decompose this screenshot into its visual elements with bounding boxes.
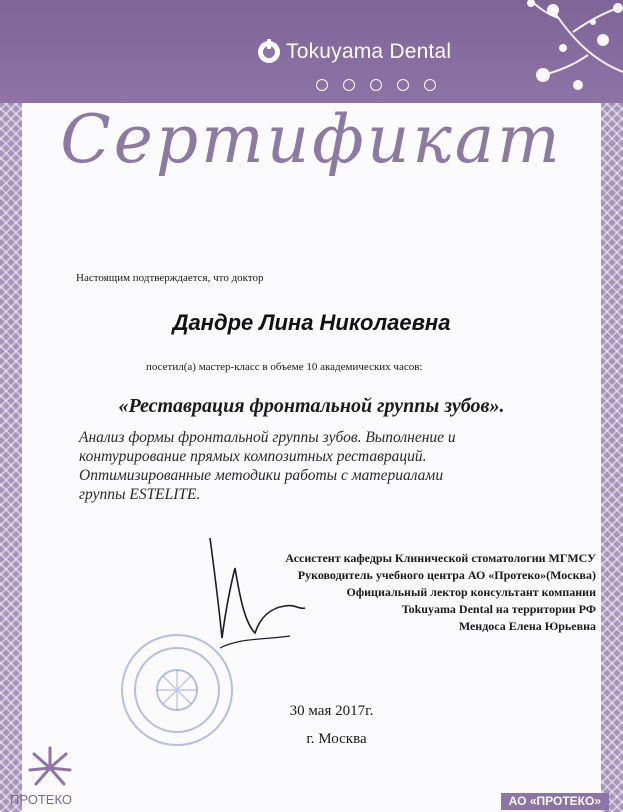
course-description	[79, 428, 549, 504]
signatory-block	[285, 550, 596, 635]
signatory-line: Официальный лектор консультант компании	[346, 585, 596, 599]
header-banner	[0, 0, 623, 103]
description-line: Анализ формы фронтальной группы зубов. Выполнение и	[79, 429, 456, 446]
description-line: Оптимизированные методики работы с материалами	[79, 467, 444, 484]
course-title: «Реставрация фронтальной группы зубов».	[118, 395, 505, 417]
decorative-dots	[316, 79, 436, 91]
signatory-line: Ассистент кафедры Клинической стоматологии МГМСУ	[285, 551, 596, 565]
right-border-pattern	[601, 0, 623, 812]
proteco-logo-text: ПРОТЕКО	[10, 792, 72, 807]
signatory-line: Tokuyama Dental на территории РФ	[401, 602, 596, 616]
brand-name: Tokuyama Dental	[286, 40, 452, 63]
left-border-pattern	[0, 0, 22, 812]
circle-icon	[343, 79, 355, 91]
issue-city: г. Москва	[306, 731, 367, 747]
brand-logo	[258, 40, 451, 64]
description-line: контурирование прямых композитных реставраций.	[79, 448, 427, 465]
circle-icon	[316, 79, 328, 91]
attended-text: посетил(а) мастер-класс в объеме 10 академических часов:	[146, 361, 423, 373]
circle-icon	[424, 79, 436, 91]
company-label: АО «ПРОТЕКО»	[501, 793, 609, 810]
confirm-text: Настоящим подтверждается, что доктор	[76, 272, 264, 284]
tokuyama-logo-icon	[258, 41, 280, 63]
signatory-line: Руководитель учебного центра АО «Протеко»(Москва)	[297, 568, 596, 582]
circle-icon	[370, 79, 382, 91]
description-line: группы ESTELITE.	[79, 486, 201, 503]
issue-date: 30 мая 2017г.	[289, 703, 374, 719]
circle-icon	[397, 79, 409, 91]
certificate-title: Сертификат	[60, 101, 563, 178]
doctor-name: Дандре Лина Николаевна	[172, 310, 451, 335]
signatory-line: Мендоса Елена Юрьевна	[458, 619, 596, 633]
